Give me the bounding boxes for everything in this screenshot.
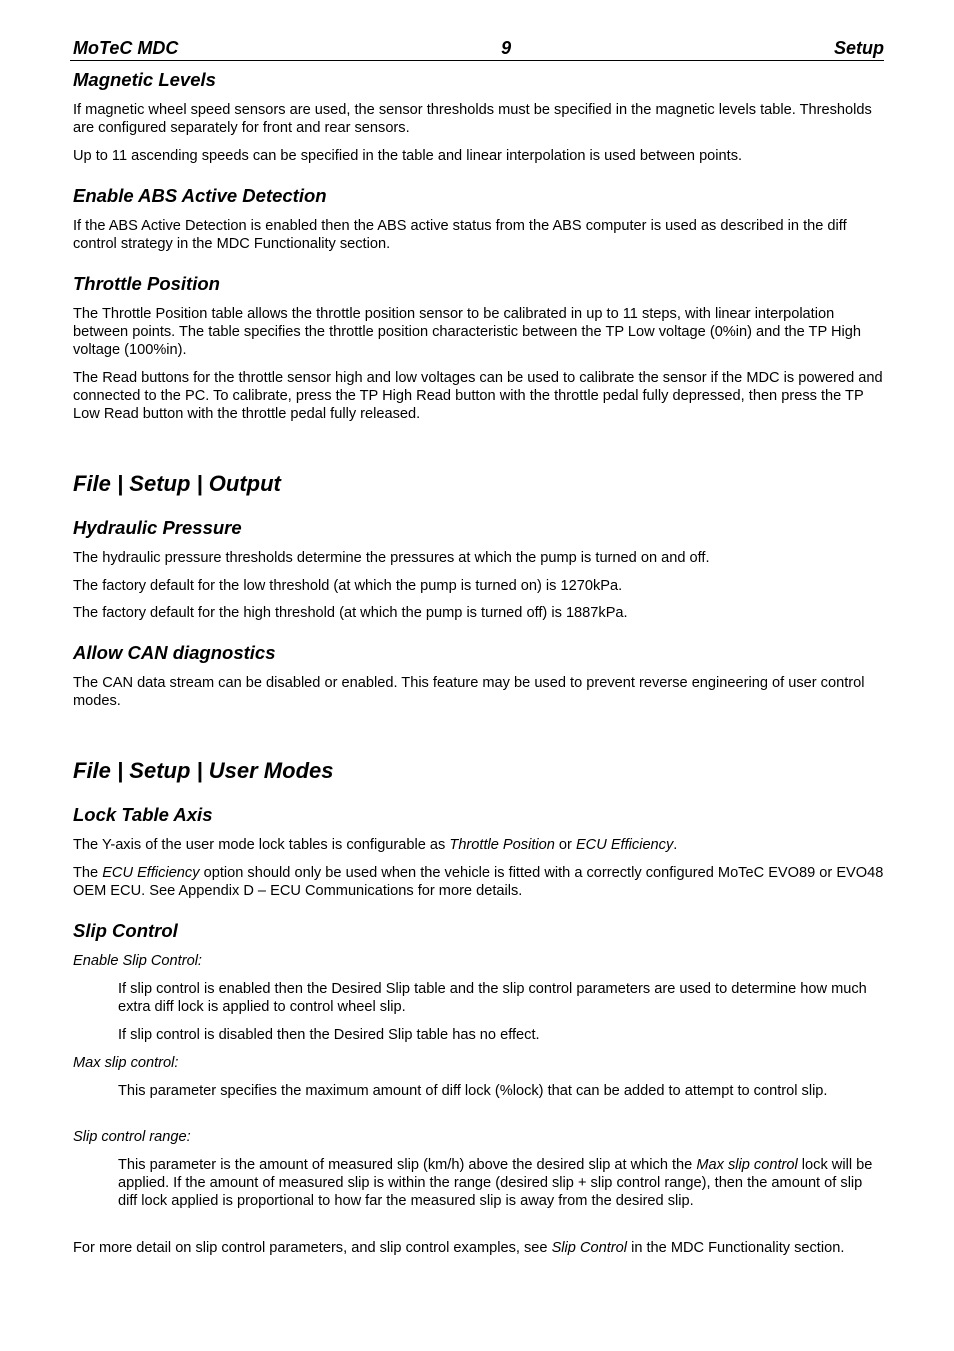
header-section: Setup <box>833 38 884 58</box>
paragraph: The ECU Efficiency option should only be used when the vehicle is fitted with a correctly configured MoTeC EVO89 or EVO48 OEM ECU. See Appendix D – ECU Communications for more details. <box>73 865 884 900</box>
heading-magnetic-levels: Magnetic Levels <box>73 69 216 90</box>
heading-throttle-position: Throttle Position <box>73 273 220 294</box>
paragraph: The Y-axis of the user mode lock tables is configurable as Throttle Position or ECU Efficiency. <box>73 837 678 853</box>
label-enable-slip-control: Enable Slip Control: <box>73 953 202 969</box>
paragraph: The hydraulic pressure thresholds determine the pressures at which the pump is turned on and off. <box>73 550 710 566</box>
paragraph: If slip control is disabled then the Desired Slip table has no effect. <box>118 1027 540 1043</box>
page-header <box>70 38 884 61</box>
paragraph: The factory default for the low threshold (at which the pump is turned on) is 1270kPa. <box>73 578 623 594</box>
paragraph: If the ABS Active Detection is enabled then the ABS active status from the ABS computer is used as described in the diff control strategy in the MDC Functionality section. <box>73 218 847 253</box>
heading-abs-detection: Enable ABS Active Detection <box>73 185 327 206</box>
heading-setup-user-modes: File | Setup | User Modes <box>73 758 334 783</box>
page-content <box>73 38 884 61</box>
heading-hydraulic-pressure: Hydraulic Pressure <box>73 517 242 538</box>
paragraph: If magnetic wheel speed sensors are used, the sensor thresholds must be specified in the magnetic levels table. Thresholds are configured separately for front and rear sensors. <box>73 102 872 137</box>
paragraph: For more detail on slip control parameters, and slip control examples, see Slip Control in the MDC Functionality section. <box>73 1240 845 1256</box>
paragraph: This parameter specifies the maximum amount of diff lock (%lock) that can be added to attempt to control slip. <box>118 1083 828 1099</box>
heading-setup-output: File | Setup | Output <box>73 471 281 496</box>
paragraph: The Read buttons for the throttle sensor high and low voltages can be used to calibrate the sensor if the MDC is powered and connected to the PC. To calibrate, press the TP High Read button with the throttle pedal fully depressed, then press the TP Low Read button with the throttle pedal fully released. <box>73 370 883 423</box>
label-slip-control-range: Slip control range: <box>73 1129 191 1145</box>
paragraph: Up to 11 ascending speeds can be specified in the table and linear interpolation is used between points. <box>73 148 743 164</box>
label-max-slip-control: Max slip control: <box>73 1055 179 1071</box>
paragraph: The Throttle Position table allows the throttle position sensor to be calibrated in up to 11 steps, with linear interpolation between points. The table specifies the throttle position characteristic between the TP Low voltage (0%in) and the TP High voltage (100%in). <box>73 306 861 359</box>
header-title: MoTeC MDC <box>73 38 179 58</box>
heading-can-diagnostics: Allow CAN diagnostics <box>73 642 276 663</box>
heading-slip-control: Slip Control <box>73 920 178 941</box>
paragraph: The CAN data stream can be disabled or enabled. This feature may be used to prevent reverse engineering of user control modes. <box>73 675 865 710</box>
header-page-number: 9 <box>501 38 512 58</box>
paragraph: If slip control is enabled then the Desired Slip table and the slip control parameters are used to determine how much extra diff lock is applied to control wheel slip. <box>118 981 867 1016</box>
heading-lock-table-axis: Lock Table Axis <box>73 804 213 825</box>
paragraph: The factory default for the high threshold (at which the pump is turned off) is 1887kPa. <box>73 605 628 621</box>
paragraph: This parameter is the amount of measured slip (km/h) above the desired slip at which the Max slip control lock will be applied. If the amount of measured slip is within the range (desired slip + slip control range), then the amount of slip diff lock applied is proportional to how far the measured slip is away from the desired slip. <box>118 1157 873 1210</box>
